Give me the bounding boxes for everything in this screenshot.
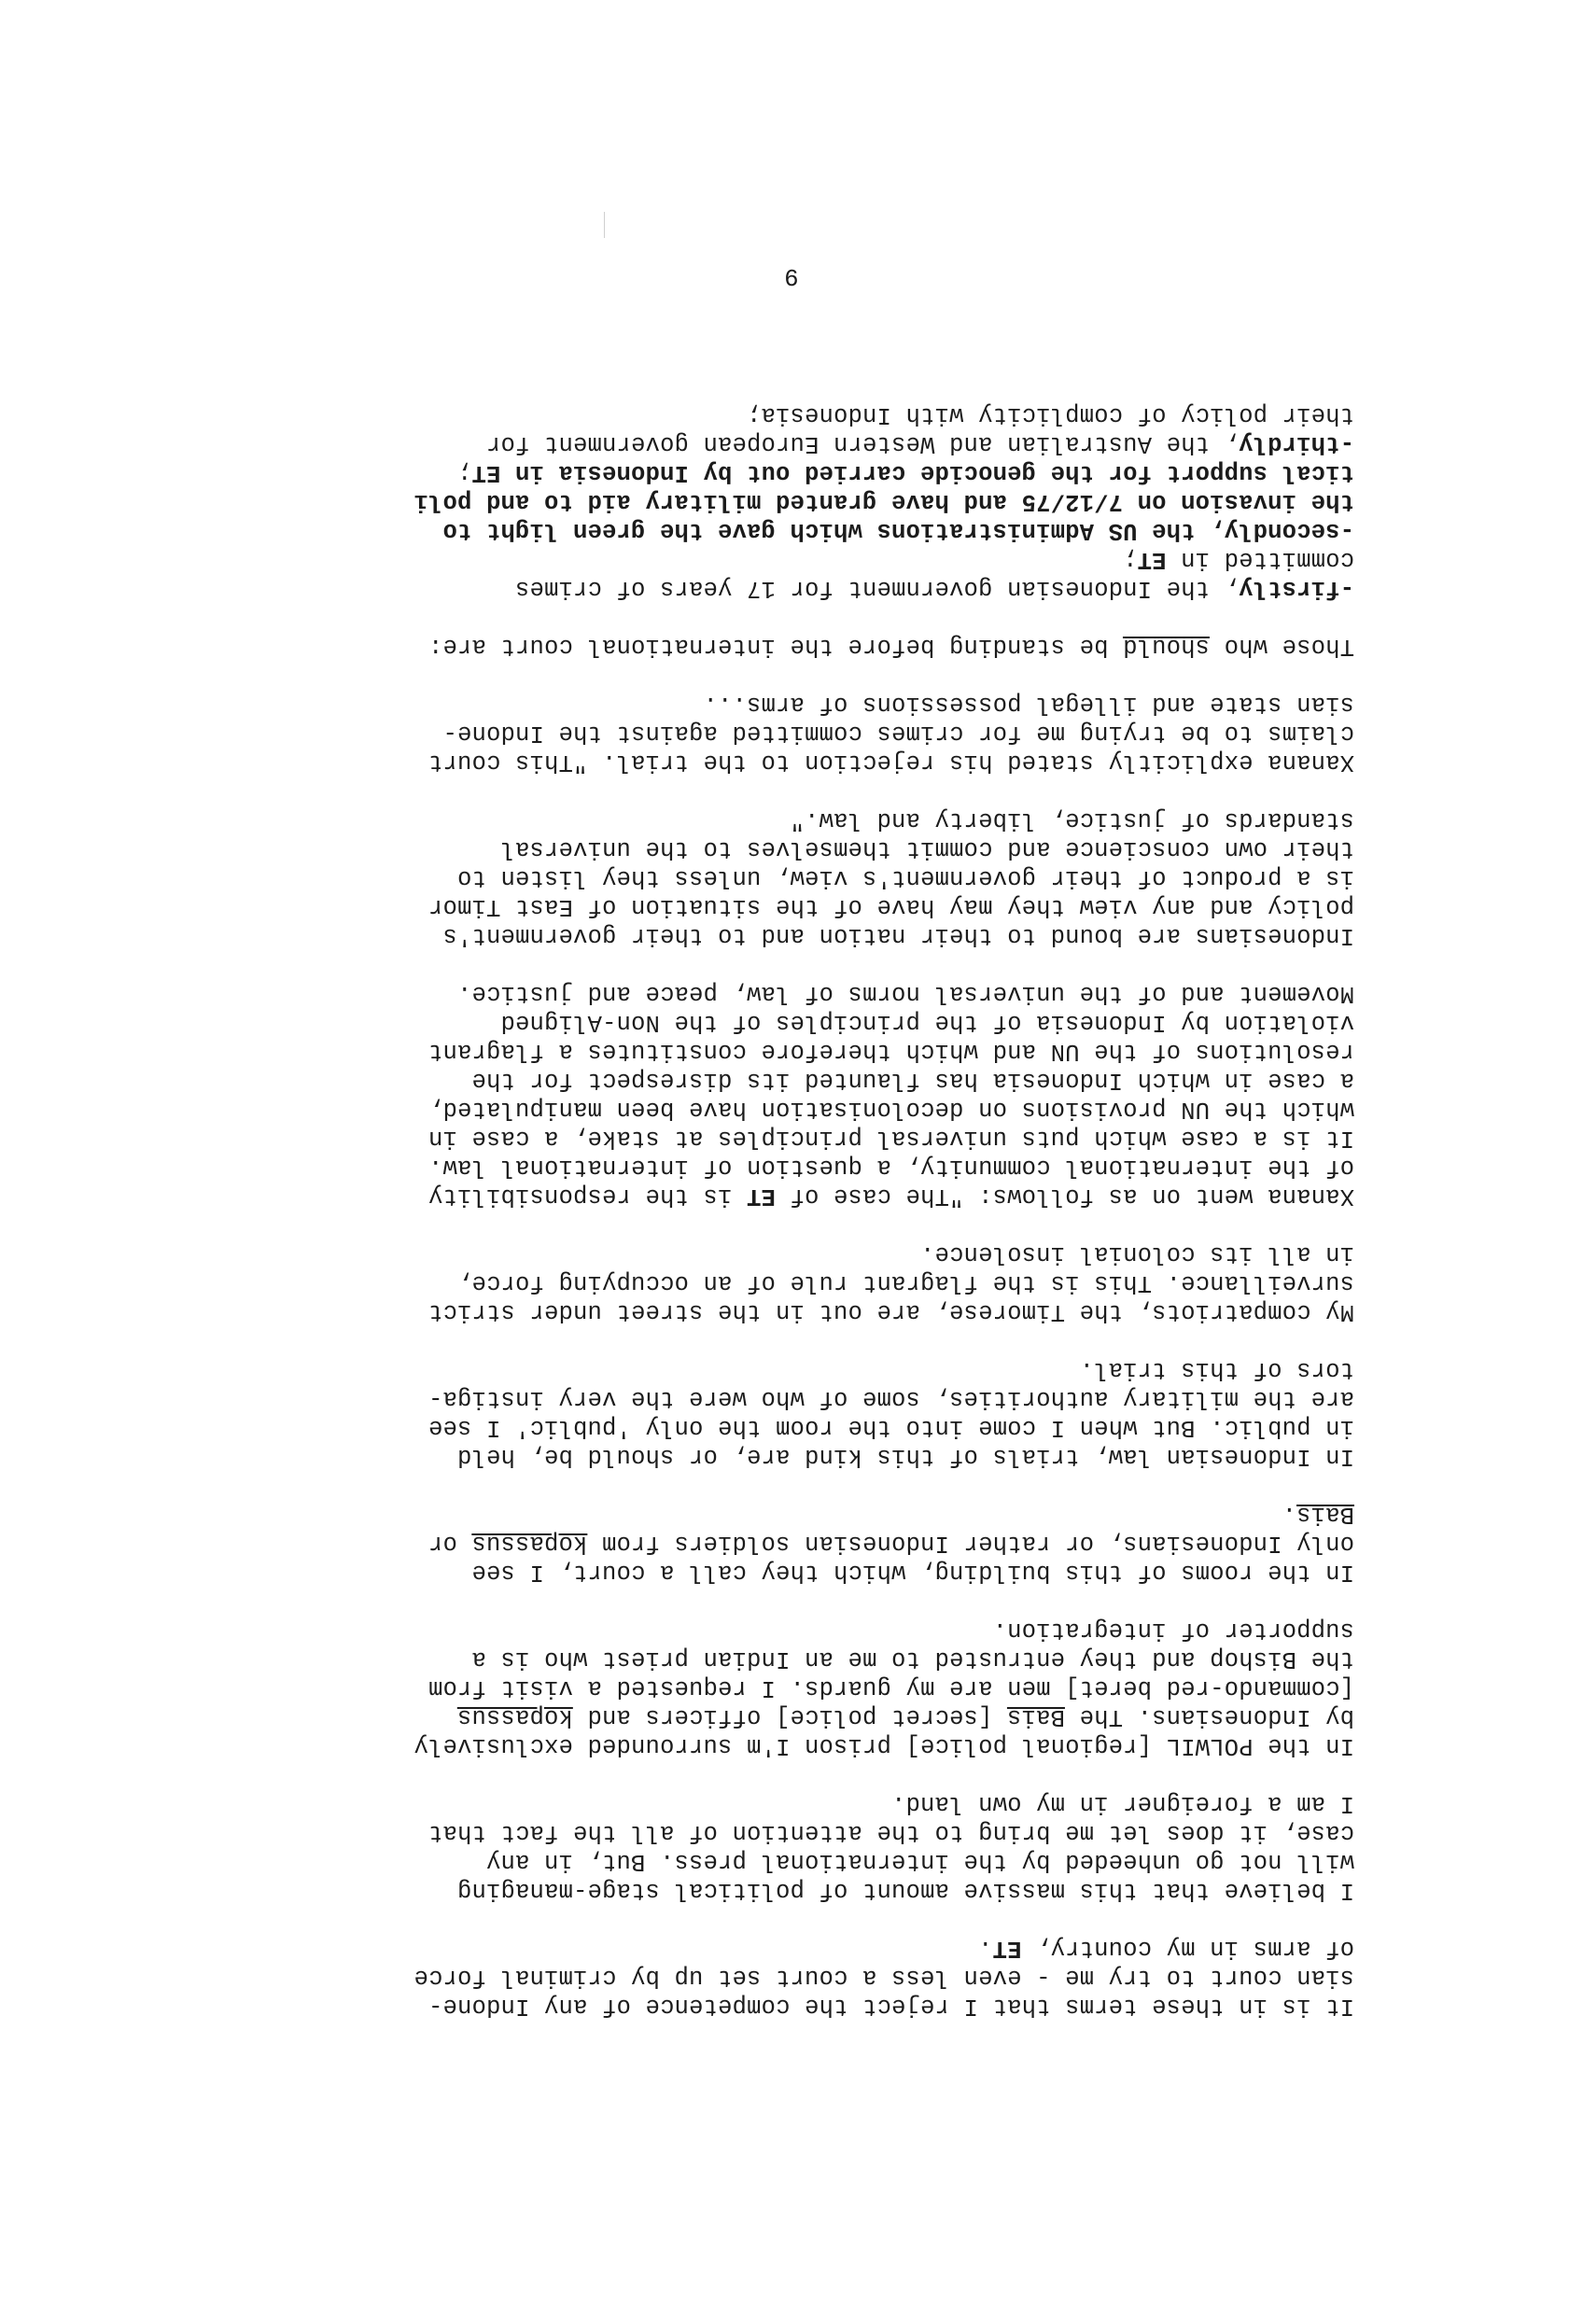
list-marker-firstly: -firstly [1238,575,1354,602]
paragraph-5: In Indonesian law, trials of this kind are, or should be, held in public. But when I come into the room the only 'public' I see are the military authorities, some of who were the very instiga- tors of this trial. [427,1356,1354,1470]
underlined-term-bais: Bais [1296,1501,1354,1528]
list-marker-secondly: -secondly [1224,517,1354,544]
paragraph-10-end: be standing before the international court are: [427,633,1123,660]
paragraph-3-text-3: [commando-red beret] men are my guards. I requested a visit from the Bishop and they entrusted to me an Indian priest who is a supporter of integration. [427,1617,1354,1701]
paragraph-1 [248,1934,1354,2021]
emphasis-et: ET [992,1935,1022,1962]
paragraph-2: I believe that this massive amount of political stage-managing will not go unheeded by the international press. But, in any case, it does let me bring to the attention of all the fact that I am a foreigner in my own land. [427,1790,1354,1904]
paragraph-1-text: It is in these terms that I reject the competence of any Indone- sian court to try me - even less a court set up by criminal force of arms in my country, [413,1935,1354,2020]
list-text-thirdly: , the Australian and Western European government for their policy of complicity with Indonesia; [485,401,1354,457]
list-end-secondly: ; [456,459,472,486]
list-marker-thirdly: -thirdly [1238,430,1354,457]
list-item-secondly [248,458,1354,545]
paragraph-3 [248,1616,1354,1760]
list-text-firstly: , the Indonesian government for 17 years of crimes committed in [514,546,1354,602]
underlined-term-bais: Bais [1006,1703,1065,1730]
scan-mark [604,212,605,238]
underlined-term-kopassus: kopassus [456,1703,573,1730]
paragraph-8: Indonesians are bound to their nation and to their government's policy and any view they may have of the situation of East Timor is a product of their government's view, unless they listen to their own conscience and commit themselves to the universal standards of justice, liberty and law." [427,806,1354,949]
paragraph-4 [248,1500,1354,1587]
emphasis-et: ET [1137,546,1167,573]
paragraph-4-text-2: or [427,1530,457,1557]
paragraph-7-text-2: is the responsibility of the international community, a question of international law. It is a case which puts universal principles at stake, a case in which the UN provisions on decolonisation have been manipulated, a case in which Indonesia has flaunted its disrespect for the resolutions of the UN and which therefore constitutes a flagrant violation by Indonesia of the principles of the Non-Aligned Movement and of the universal norms of law, peace and justice. [427,980,1354,1210]
paragraph-3-text: In the POLWIL [regional police] prison I'm surrounded exclusively by Indonesians. The [413,1703,1354,1759]
emphasis-et: ET [746,1183,776,1210]
paragraph-1-end: . [977,1935,993,1962]
page-number: 9 [784,262,799,289]
paragraph-9: Xanana explicitly stated his rejection to the trial. "This court claims to be trying me for crimes committed against the Indone- sian state and illegal possessions of arms... [427,691,1354,776]
emphasis-et: ET [471,459,501,486]
underlined-term-kopassus: kopassus [471,1530,588,1557]
list-text-secondly: , the US Administrations which gave the green light to the invasion on 7/12/75 and have granted military aid to and poli tical support for the genocide carried out by Indonesia in [413,459,1354,544]
list-item-firstly [248,545,1354,603]
paragraph-4-text: In the rooms of this building, which they call a court, I see only Indonesians, or rather Indonesian soldiers from [471,1530,1354,1586]
document-body [248,400,1354,2021]
paragraph-7-text: Xanana went on as follows: "The case of [775,1183,1354,1210]
paragraph-10-text: Those who [1209,633,1354,660]
underlined-should: should [1122,633,1210,660]
paragraph-6: My compatriots, the Timorese, are out in the street under strict surveillance. This is the flagrant rule of an occupying force, in all its colonial insolence. [427,1240,1354,1325]
list-end-firstly: ; [1122,546,1138,573]
paragraph-4-end: . [1282,1501,1296,1528]
paragraph-3-text-2: [secret police] officers and [572,1703,1007,1730]
paragraph-10 [248,632,1354,661]
list-item-thirdly [248,400,1354,458]
paragraph-7 [248,979,1354,1211]
